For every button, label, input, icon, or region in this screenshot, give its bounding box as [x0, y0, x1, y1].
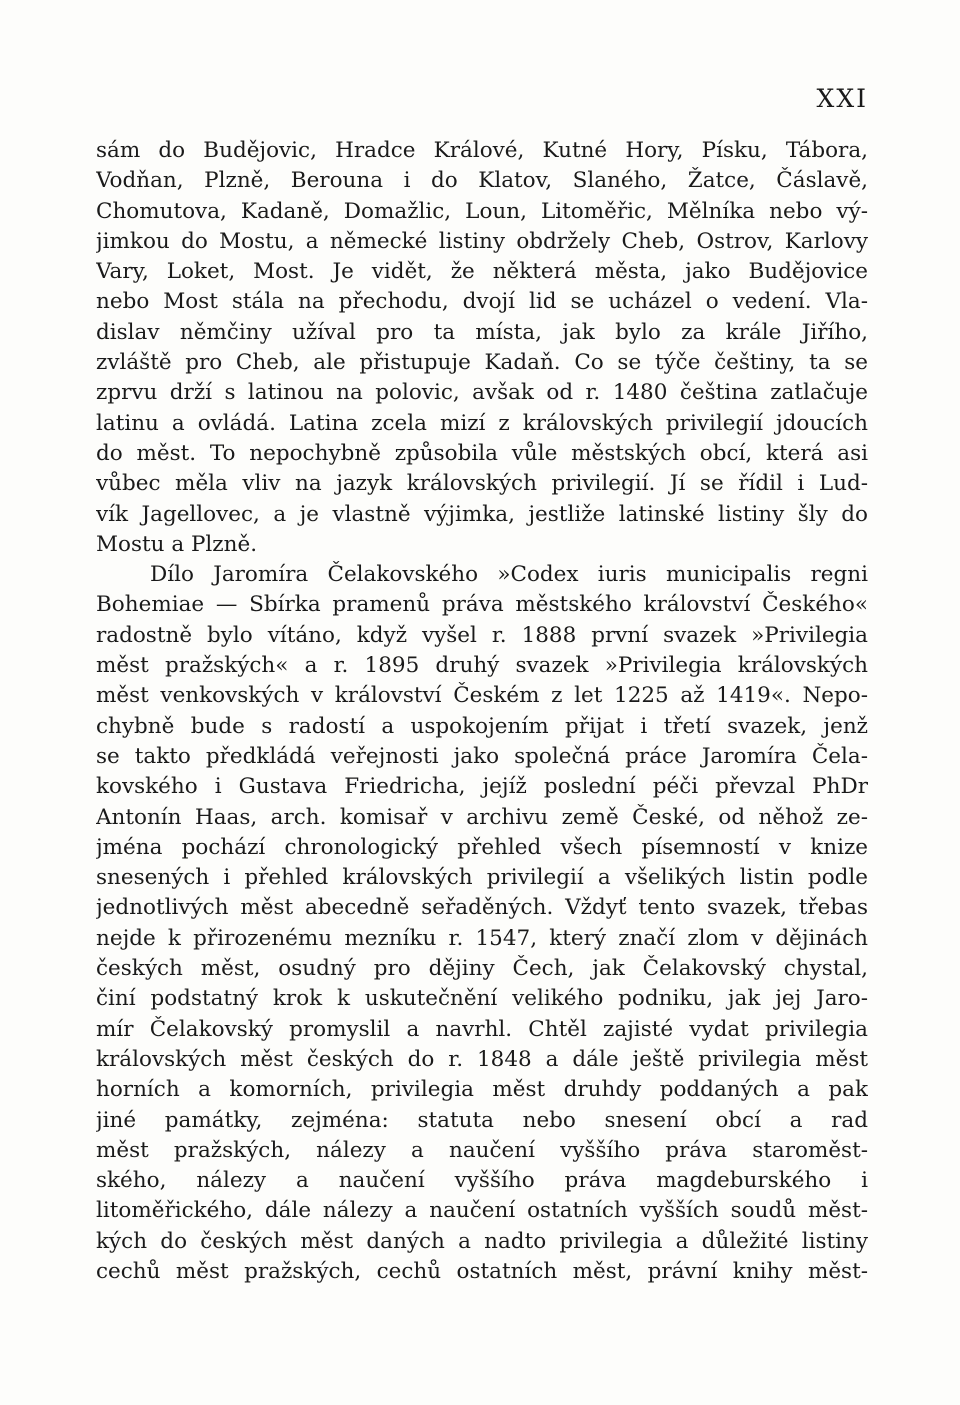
- text-line: Vodňan, Plzně, Berouna i do Klatov, Slaného, Žatce, Čáslavě,: [96, 168, 868, 194]
- text-line: snesených i přehled královských privilegií a všelikých listin podle: [96, 865, 868, 891]
- text-line: měst pražských, nálezy a naučení vyššího práva staroměst-: [96, 1137, 868, 1163]
- paragraph: [96, 136, 868, 560]
- text-line: Dílo Jaromíra Čelakovského »Codex iuris municipalis regni: [150, 562, 868, 588]
- text-line: Chomutova, Kadaně, Domažlic, Loun, Litoměřic, Mělníka nebo vý-: [96, 198, 868, 224]
- text-line: horních a komorních, privilegia měst druhdy poddaných a pak: [96, 1077, 868, 1103]
- text-line: dislav němčiny užíval pro ta místa, jak bylo za krále Jiřího,: [96, 319, 868, 345]
- text-line: sám do Budějovic, Hradce Králové, Kutné Hory, Písku, Tábora,: [96, 138, 868, 163]
- text-line: do měst. To nepochybně způsobila vůle městských obcí, která asi: [96, 440, 868, 466]
- text-line: nebo Most stála na přechodu, dvojí lid se ucházel o vedení. Vla-: [96, 289, 868, 315]
- text-line: Vary, Loket, Most. Je vidět, že některá města, jako Budějovice: [96, 259, 868, 285]
- text-line: Bohemiae — Sbírka pramenů práva městského království Českého«: [96, 592, 868, 618]
- paragraph: [96, 560, 868, 1287]
- page-number: XXI: [816, 84, 868, 113]
- text-line: jiné památky, zejména: statuta nebo snesení obcí a rad: [96, 1107, 868, 1133]
- text-line: Mostu a Plzně.: [96, 531, 258, 557]
- text-line: vík Jagellovec, a je vlastně výjimka, jestliže latinské listiny šly do: [96, 501, 868, 527]
- text-line: jimkou do Mostu, a německé listiny obdržely Cheb, Ostrov, Karlovy: [96, 228, 868, 254]
- text-line: kých do českých měst daných a nadto privilegia a důležité listiny: [96, 1228, 868, 1254]
- text-line: Antonín Haas, arch. komisař v archivu země České, od něhož ze-: [96, 804, 868, 830]
- text-line: cechů měst pražských, cechů ostatních měst, právní knihy měst-: [96, 1258, 868, 1284]
- text-line: činí podstatný krok k uskutečnění velikého podniku, jak jej Jaro-: [96, 986, 868, 1012]
- text-line: mír Čelakovský promyslil a navrhl. Chtěl zajisté vydat privilegia: [96, 1016, 868, 1042]
- text-line: královských měst českých do r. 1848 a dále ještě privilegia měst: [96, 1046, 868, 1072]
- text-line: radostně bylo vítáno, když vyšel r. 1888 první svazek »Privilegia: [96, 622, 868, 648]
- text-line: se takto předkládá veřejnosti jako společná práce Jaromíra Čela-: [96, 743, 868, 769]
- text-line: měst venkovských v království Českém z let 1225 až 1419«. Nepo-: [96, 683, 868, 709]
- text-line: českých měst, osudný pro dějiny Čech, jak Čelakovský chystal,: [96, 956, 868, 982]
- text-line: vůbec měla vliv na jazyk královských privilegií. Jí se řídil i Lud-: [96, 471, 868, 497]
- text-line: litoměřického, dále nálezy a naučení ostatních vyšších soudů měst-: [96, 1198, 868, 1224]
- text-line: nejde k přirozenému mezníku r. 1547, který značí zlom v dějinách: [96, 925, 868, 951]
- text-line: jména pochází chronologický přehled všech písemností v knize: [96, 834, 868, 860]
- text-line: jednotlivých měst abecedně seřaděných. Vždyť tento svazek, třebas: [96, 895, 868, 921]
- text-line: latinu a ovládá. Latina zcela mizí z královských privilegií jdoucích: [96, 410, 868, 436]
- text-line: zvláště pro Cheb, ale přistupuje Kadaň. Co se týče češtiny, ta se: [96, 350, 868, 376]
- text-line: měst pražských« a r. 1895 druhý svazek »Privilegia královských: [96, 653, 868, 679]
- text-line: chybně bude s radostí a uspokojením přijat i třetí svazek, jenž: [96, 713, 868, 739]
- text-line: kovského i Gustava Friedricha, jejíž poslední péči převzal PhDr: [96, 774, 868, 800]
- body-text: [96, 136, 868, 1287]
- text-line: zprvu drží s latinou na polovic, avšak od r. 1480 čeština zatlačuje: [96, 380, 868, 406]
- text-line: ského, nálezy a naučení vyššího práva magdeburského i: [96, 1168, 868, 1194]
